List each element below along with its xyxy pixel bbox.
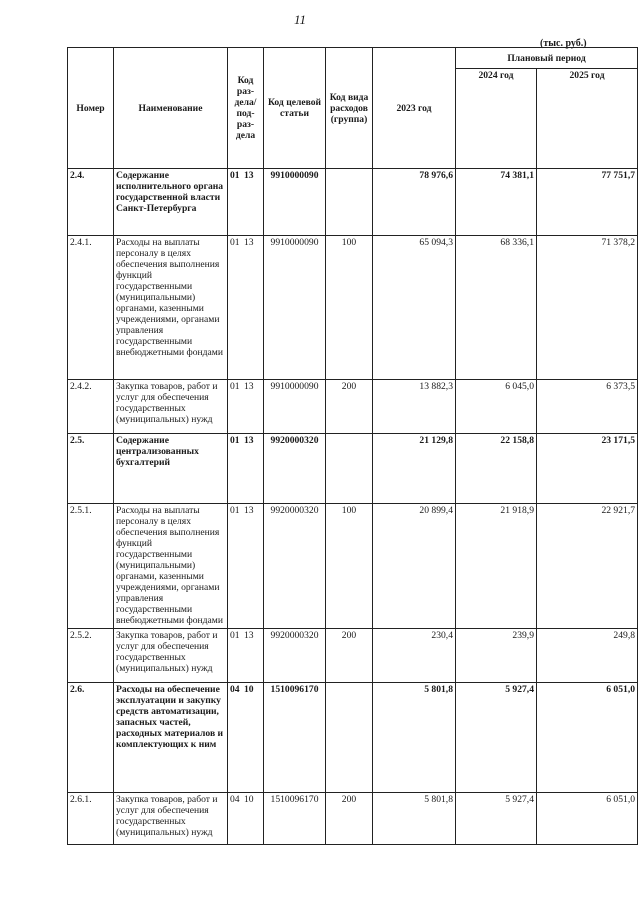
header-2025: 2025 год [537, 69, 638, 169]
row-name: Расходы на выплаты персоналу в целях обеспечения выполнения функций государственными (муниципальными) органами, казенными учреждениями, органами управления государственными внебюджетными фондами [114, 236, 228, 380]
row-section-code [228, 629, 264, 683]
row-number: 2.5.1. [68, 504, 114, 629]
row-section-code [228, 380, 264, 434]
row-section: 01 [230, 505, 240, 516]
table-row [68, 629, 638, 683]
row-section: 01 [230, 170, 240, 181]
row-value-2024: 5 927,4 [456, 793, 537, 845]
row-expense-code: 100 [326, 504, 373, 629]
row-target-code: 9910000090 [264, 380, 326, 434]
row-value-2023: 78 976,6 [373, 169, 456, 236]
row-name: Содержание исполнительного органа государственной власти Санкт-Петербурга [114, 169, 228, 236]
header-plan-period: Плановый период [456, 48, 638, 69]
row-section: 04 [230, 794, 240, 805]
table-row [68, 236, 638, 380]
table-row [68, 380, 638, 434]
row-value-2023: 5 801,8 [373, 793, 456, 845]
row-section-code [228, 236, 264, 380]
row-number: 2.6.1. [68, 793, 114, 845]
row-number: 2.5. [68, 434, 114, 504]
row-section: 01 [230, 435, 240, 446]
row-value-2024: 6 045,0 [456, 380, 537, 434]
row-section-code [228, 504, 264, 629]
row-name: Содержание централизованных бухгалтерий [114, 434, 228, 504]
row-value-2024: 74 381,1 [456, 169, 537, 236]
row-value-2025: 22 921,7 [537, 504, 638, 629]
row-value-2025: 71 378,2 [537, 236, 638, 380]
row-section: 01 [230, 237, 240, 248]
row-value-2023: 13 882,3 [373, 380, 456, 434]
row-number: 2.4.2. [68, 380, 114, 434]
row-value-2025: 6 051,0 [537, 683, 638, 793]
row-value-2023: 65 094,3 [373, 236, 456, 380]
header-2023: 2023 год [373, 48, 456, 169]
row-value-2025: 77 751,7 [537, 169, 638, 236]
row-number: 2.5.2. [68, 629, 114, 683]
row-value-2023: 5 801,8 [373, 683, 456, 793]
row-value-2024: 22 158,8 [456, 434, 537, 504]
row-target-code: 9920000320 [264, 629, 326, 683]
row-number: 2.4.1. [68, 236, 114, 380]
page-number: 11 [293, 12, 307, 27]
row-target-code: 9910000090 [264, 169, 326, 236]
row-section-code [228, 683, 264, 793]
header-number: Номер [68, 48, 114, 169]
row-target-code: 1510096170 [264, 793, 326, 845]
row-expense-code: 100 [326, 236, 373, 380]
row-value-2024: 21 918,9 [456, 504, 537, 629]
row-name: Закупка товаров, работ и услуг для обеспечения государственных (муниципальных) нужд [114, 793, 228, 845]
header-section-code: Код раз-дела/ под-раз-дела [228, 48, 264, 169]
row-value-2025: 249,8 [537, 629, 638, 683]
table-row [68, 683, 638, 793]
row-target-code: 9920000320 [264, 434, 326, 504]
row-value-2025: 23 171,5 [537, 434, 638, 504]
row-expense-code [326, 169, 373, 236]
row-section-code [228, 434, 264, 504]
row-target-code: 1510096170 [264, 683, 326, 793]
row-target-code: 9910000090 [264, 236, 326, 380]
budget-table [67, 47, 638, 845]
row-section: 04 [230, 684, 240, 695]
row-subsection: 13 [244, 381, 254, 392]
header-target-code: Код целевой статьи [264, 48, 326, 169]
row-subsection: 13 [244, 237, 254, 248]
header-name: Наименование [114, 48, 228, 169]
row-expense-code: 200 [326, 380, 373, 434]
row-value-2024: 239,9 [456, 629, 537, 683]
row-section-code [228, 169, 264, 236]
row-expense-code [326, 683, 373, 793]
table-row [68, 793, 638, 845]
table-row [68, 504, 638, 629]
row-expense-code: 200 [326, 629, 373, 683]
header-expense-code: Код вида расходов (группа) [326, 48, 373, 169]
row-value-2023: 230,4 [373, 629, 456, 683]
row-value-2025: 6 051,0 [537, 793, 638, 845]
row-section-code [228, 793, 264, 845]
row-name: Расходы на выплаты персоналу в целях обеспечения выполнения функций государственными (муниципальными) органами, казенными учреждениями, органами управления государственными внебюджетными фондами [114, 504, 228, 629]
row-number: 2.6. [68, 683, 114, 793]
row-expense-code [326, 434, 373, 504]
row-subsection: 13 [244, 505, 254, 516]
table-row [68, 169, 638, 236]
row-number: 2.4. [68, 169, 114, 236]
row-value-2025: 6 373,5 [537, 380, 638, 434]
row-value-2024: 68 336,1 [456, 236, 537, 380]
row-name: Закупка товаров, работ и услуг для обеспечения государственных (муниципальных) нужд [114, 629, 228, 683]
row-subsection: 10 [244, 794, 254, 805]
row-name: Закупка товаров, работ и услуг для обеспечения государственных (муниципальных) нужд [114, 380, 228, 434]
row-expense-code: 200 [326, 793, 373, 845]
row-subsection: 13 [244, 435, 254, 446]
row-target-code: 9920000320 [264, 504, 326, 629]
row-section: 01 [230, 381, 240, 392]
row-value-2023: 20 899,4 [373, 504, 456, 629]
row-value-2023: 21 129,8 [373, 434, 456, 504]
row-subsection: 13 [244, 170, 254, 181]
units-label: (тыс. руб.) [540, 38, 587, 49]
row-subsection: 13 [244, 630, 254, 641]
row-name: Расходы на обеспечение эксплуатации и закупку средств автоматизации, запасных частей, расходных материалов и комплектующих к ним [114, 683, 228, 793]
row-subsection: 10 [244, 684, 254, 695]
table-row [68, 434, 638, 504]
row-value-2024: 5 927,4 [456, 683, 537, 793]
header-2024: 2024 год [456, 69, 537, 169]
row-section: 01 [230, 630, 240, 641]
